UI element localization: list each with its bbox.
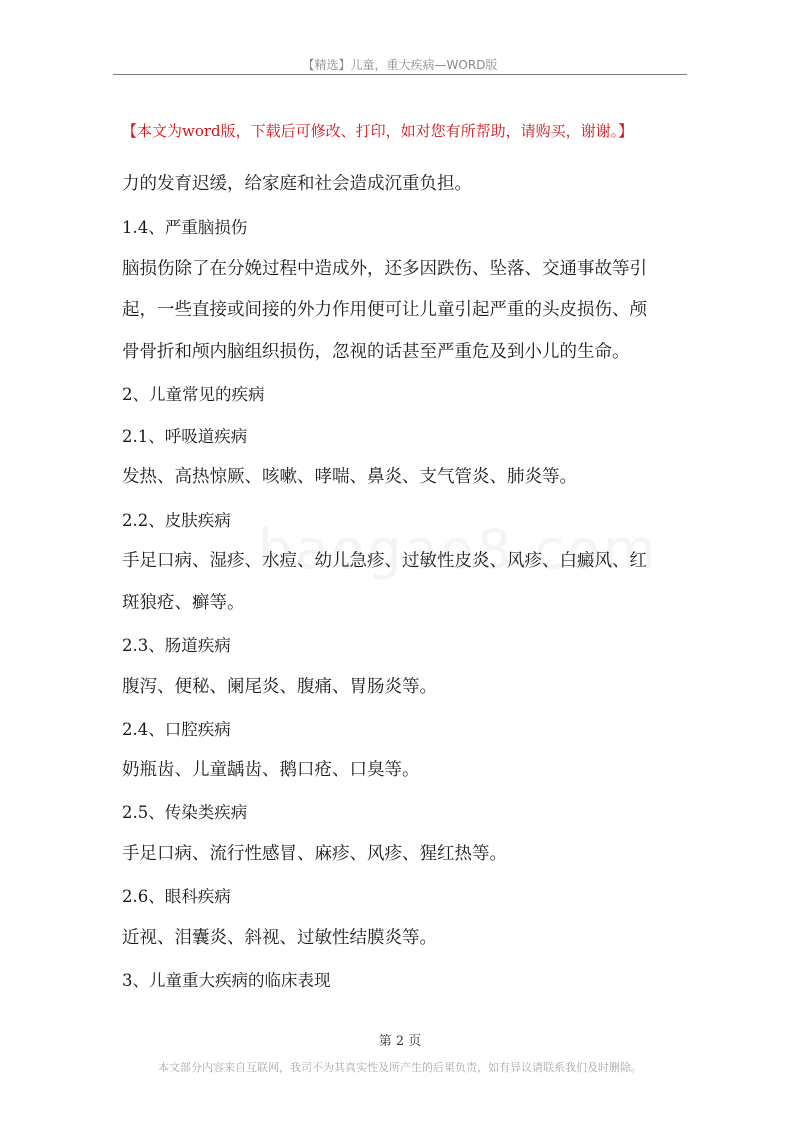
page-number: 第 2 页 xyxy=(378,1034,422,1049)
body-line: 手足口病、湿疹、水痘、幼儿急疹、过敏性皮炎、风疹、白癜风、红 xyxy=(122,551,647,571)
section-heading-2-5: 2.5、传染类疾病 xyxy=(122,803,248,822)
body-line: 力的发育迟缓，给家庭和社会造成沉重负担。 xyxy=(122,174,472,194)
section-heading-2-3: 2.3、肠道疾病 xyxy=(122,636,231,655)
footer-disclaimer: 本文部分内容来自互联网，我司不为其真实性及所产生的后果负责，如有异议请联系我们及时删除。 xyxy=(158,1061,642,1074)
body-line: 近视、泪囊炎、斜视、过敏性结膜炎等。 xyxy=(122,928,437,948)
word-version-notice: 【本文为word版，下载后可修改、打印，如对您有所帮助，请购买，谢谢。】 xyxy=(122,122,634,140)
body-line: 奶瓶齿、儿童龋齿、鹅口疮、口臭等。 xyxy=(122,760,420,780)
body-line: 骨骨折和颅内脑组织损伤，忽视的话甚至严重危及到小儿的生命。 xyxy=(122,342,630,362)
page-header: 【精选】儿童，重大疾病—WORD版 xyxy=(302,58,498,72)
section-heading-3: 3、儿童重大疾病的临床表现 xyxy=(122,971,331,990)
body-line: 发热、高热惊厥、咳嗽、哮喘、鼻炎、支气管炎、肺炎等。 xyxy=(122,467,577,487)
body-line: 腹泻、便秘、阑尾炎、腹痛、胃肠炎等。 xyxy=(122,677,437,697)
section-heading-2-1: 2.1、呼吸道疾病 xyxy=(122,427,248,446)
body-line: 手足口病、流行性感冒、麻疹、风疹、猩红热等。 xyxy=(122,844,507,864)
body-line: 起，一些直接或间接的外力作用便可让儿童引起严重的头皮损伤、颅 xyxy=(122,300,647,320)
body-line: 脑损伤除了在分娩过程中造成外，还多因跌伤、坠落、交通事故等引 xyxy=(122,259,647,279)
section-heading-2-4: 2.4、口腔疾病 xyxy=(122,720,231,739)
section-heading-2-6: 2.6、眼科疾病 xyxy=(122,887,231,906)
section-heading-1-4: 1.4、严重脑损伤 xyxy=(122,218,248,237)
section-heading-2-2: 2.2、皮肤疾病 xyxy=(122,511,231,530)
section-heading-2: 2、儿童常见的疾病 xyxy=(122,385,265,404)
header-divider xyxy=(113,74,687,75)
body-line: 斑狼疮、癣等。 xyxy=(122,593,245,613)
